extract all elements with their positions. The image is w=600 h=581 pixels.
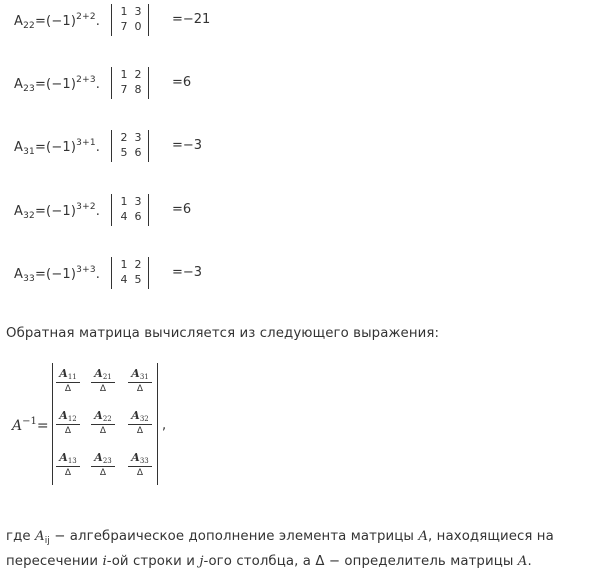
matrix-cell: $A_{31}$ Δ xyxy=(128,367,152,394)
cofactor-result: =−3 xyxy=(172,138,203,153)
inverse-matrix xyxy=(52,363,158,485)
matrix-cell: $A_{32}$ Δ xyxy=(128,409,152,436)
minor-determinant: 2 3 5 6 xyxy=(111,130,149,162)
cofactor-formula: $A_{31}=(-1)^{3+1}$. xyxy=(14,138,101,157)
explanation-line-1: где $A_{ij}$ − алгебраическое дополнение элемента матрицы A, находящиеся на xyxy=(6,529,554,546)
cofactor-result: =6 xyxy=(172,202,192,217)
matrix-cell: $A_{22}$ Δ xyxy=(91,409,115,436)
cofactor-formula: $A_{23}=(-1)^{2+3}$. xyxy=(14,75,101,94)
intro-paragraph: Обратная матрица вычисляется из следующего выражения: xyxy=(6,326,440,341)
cofactor-result: =−21 xyxy=(172,12,211,27)
cofactor-formula: $A_{22}=(-1)^{2+2}$. xyxy=(14,12,101,31)
matrix-cell: $A_{21}$ Δ xyxy=(91,367,115,394)
cofactor-formula: $A_{32}=(-1)^{3+2}$. xyxy=(14,202,101,221)
matrix-cell: $A_{23}$ Δ xyxy=(91,451,115,478)
minor-determinant: 1 2 7 8 xyxy=(111,67,149,99)
explanation-line-2: пересечении i-ой строки и j-ого столбца, а Δ − определитель матрицы A. xyxy=(6,554,532,569)
matrix-cell: $A_{33}$ Δ xyxy=(128,451,152,478)
matrix-cell: $A_{12}$ Δ xyxy=(56,409,80,436)
minor-determinant: 1 2 4 5 xyxy=(111,257,149,289)
formula-comma: , xyxy=(162,418,167,433)
cofactor-formula: $A_{33}=(-1)^{3+3}$. xyxy=(14,265,101,284)
inverse-label: $A^{-1}=$ xyxy=(12,416,49,434)
matrix-cell: $A_{13}$ Δ xyxy=(56,451,80,478)
cofactor-result: =−3 xyxy=(172,265,203,280)
matrix-cell: $A_{11}$ Δ xyxy=(56,367,80,394)
minor-determinant: 1 3 7 0 xyxy=(111,4,149,36)
cofactor-result: =6 xyxy=(172,75,192,90)
minor-determinant: 1 3 4 6 xyxy=(111,194,149,226)
